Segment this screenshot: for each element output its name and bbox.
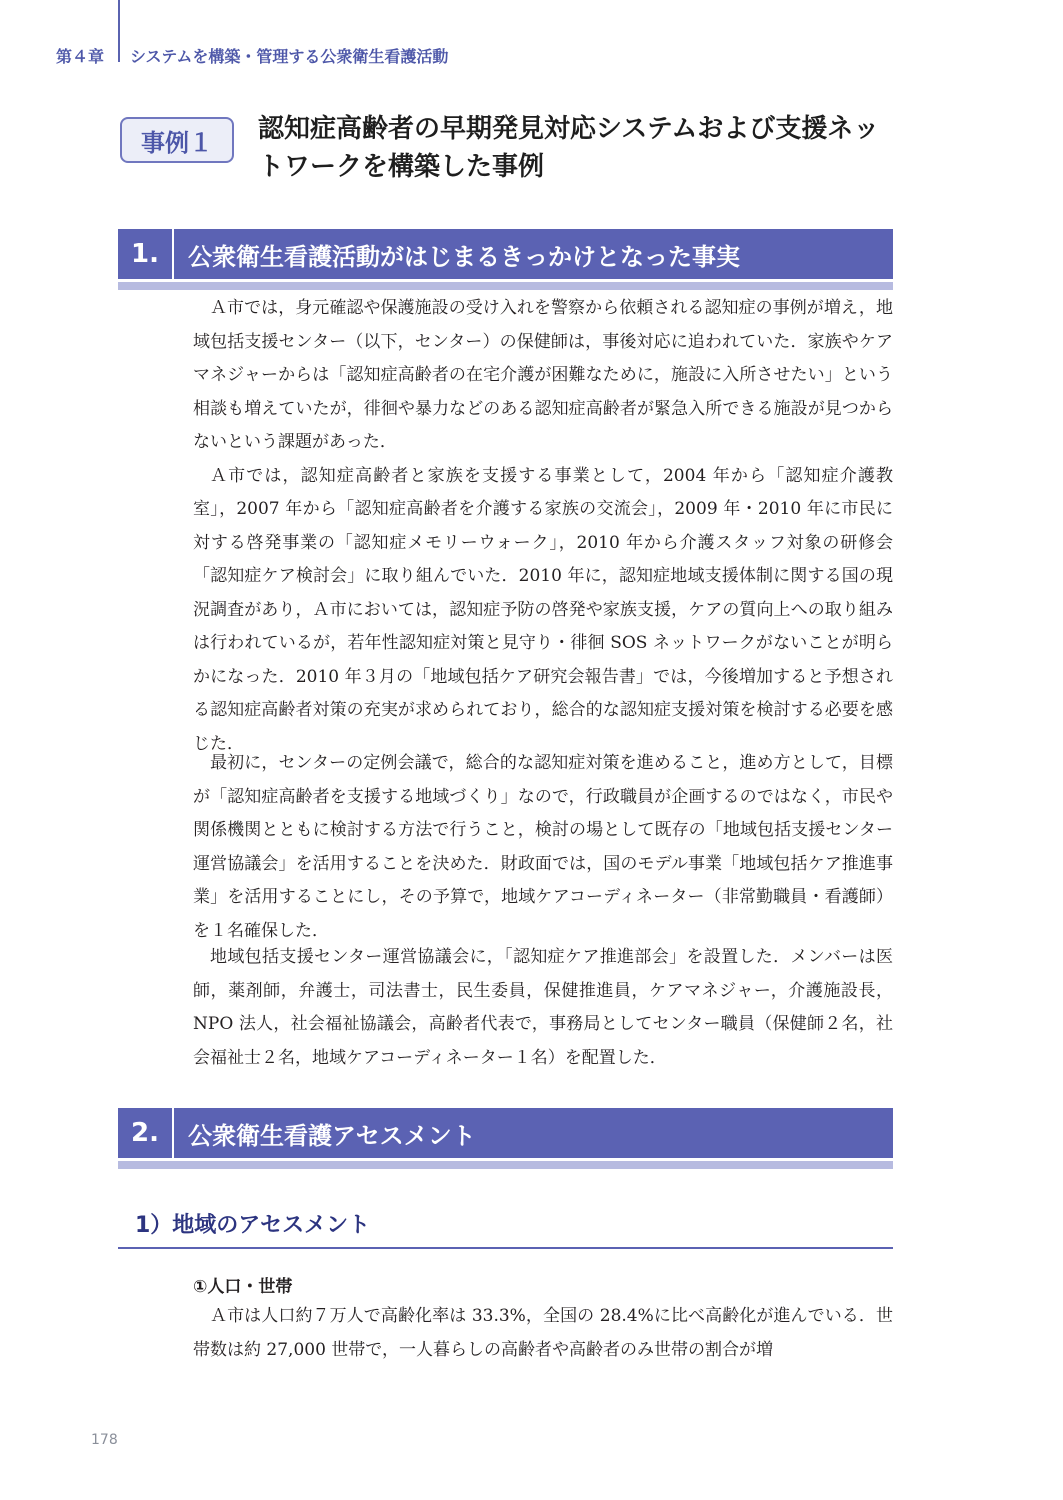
running-header-chapter: 第４章: [56, 47, 105, 66]
case-title: [258, 110, 898, 186]
section-2-title: 公衆衛生看護アセスメント: [188, 1121, 476, 1150]
case-title-line-1: 認知症高齢者の早期発見対応システムおよび支援ネッ: [258, 114, 880, 144]
paragraph-3: 最初に，センターの定例会議で，総合的な認知症対策を進めること，進め方として，目標が「認知症高齢者を支援する地域づくり」なので，行政職員が企画するのではなく，市民や関係機関とともに検討する方法で行うこと，検討の場として既存の「地域包括支援センター運営協議会」を活用することを決めた．財政面では，国のモデル事業「地域包括ケア推進事業」を活用することにし，その予算で，地域ケアコーディネーター（非常勤職員・看護師）を１名確保した．: [193, 753, 893, 941]
section-2-underline: [118, 1161, 893, 1169]
page-number: 178: [91, 1432, 118, 1448]
item-paragraph: Ａ市は人口約７万人で高齢化率は 33.3%，全国の 28.4%に比べ高齢化が進んでいる．世帯数は約 27,000 世帯で，一人暮らしの高齢者や高齢者のみ世帯の割合が増: [193, 1306, 893, 1360]
section-2-banner: [118, 1108, 893, 1169]
paragraph-2: Ａ市では，認知症高齢者と家族を支援する事業として，2004 年から「認知症介護教室」，2007 年から「認知症高齢者を介護する家族の交流会」，2009 年・2010 年に市民に対する啓発事業の「認知症メモリーウォーク」，2010 年から介護スタッフ対象の研修会「認知症ケア検討会」に取り組んでいた．2010 年に，認知症地域支援体制に関する国の現況調査があり，Ａ市においては，認知症予防の啓発や家族支援，ケアの質向上への取り組みは行われているが，若年性認知症対策と見守り・徘徊 SOS ネットワークがないことが明らかになった．2010 年３月の「地域包括ケア研究会報告書」では，今後増加すると予想される認知症高齢者対策の充実が求められており，総合的な認知症支援対策を検討する必要を感じた．: [193, 465, 893, 754]
section-2-number: 2.: [131, 1118, 159, 1148]
section-1-underline: [118, 282, 893, 290]
header-divider: [118, 0, 120, 62]
subsection-rule: [118, 1247, 893, 1249]
item-heading: ①人口・世帯: [193, 1277, 293, 1297]
case-label-badge: 事例１: [120, 117, 234, 163]
section-1-title: 公衆衛生看護活動がはじまるきっかけとなった事実: [188, 242, 740, 271]
case-title-line-2: トワークを構築した事例: [258, 152, 545, 182]
paragraph-1: Ａ市では，身元確認や保護施設の受け入れを警察から依頼される認知症の事例が増え，地域包括支援センター（以下，センター）の保健師は，事後対応に追われていた．家族やケアマネジャーからは「認知症高齢者の在宅介護が困難なために，施設に入所させたい」という相談も増えていたが，徘徊や暴力などのある認知症高齢者が緊急入所できる施設が見つからないという課題があった．: [193, 298, 893, 452]
section-1-banner: [118, 229, 893, 290]
running-header-title: システムを構築・管理する公衆衛生看護活動: [130, 47, 449, 66]
paragraph-4: 地域包括支援センター運営協議会に，「認知症ケア推進部会」を設置した．メンバーは医師，薬剤師，弁護士，司法書士，民生委員，保健推進員，ケアマネジャー，介護施設長，NPO 法人，社会福祉協議会，高齢者代表で，事務局としてセンター職員（保健師２名，社会福祉士２名，地域ケアコーディネーター１名）を配置した．: [193, 947, 893, 1068]
section-1-number: 1.: [131, 239, 159, 269]
subsection-title: 1）地域のアセスメント: [135, 1213, 371, 1238]
